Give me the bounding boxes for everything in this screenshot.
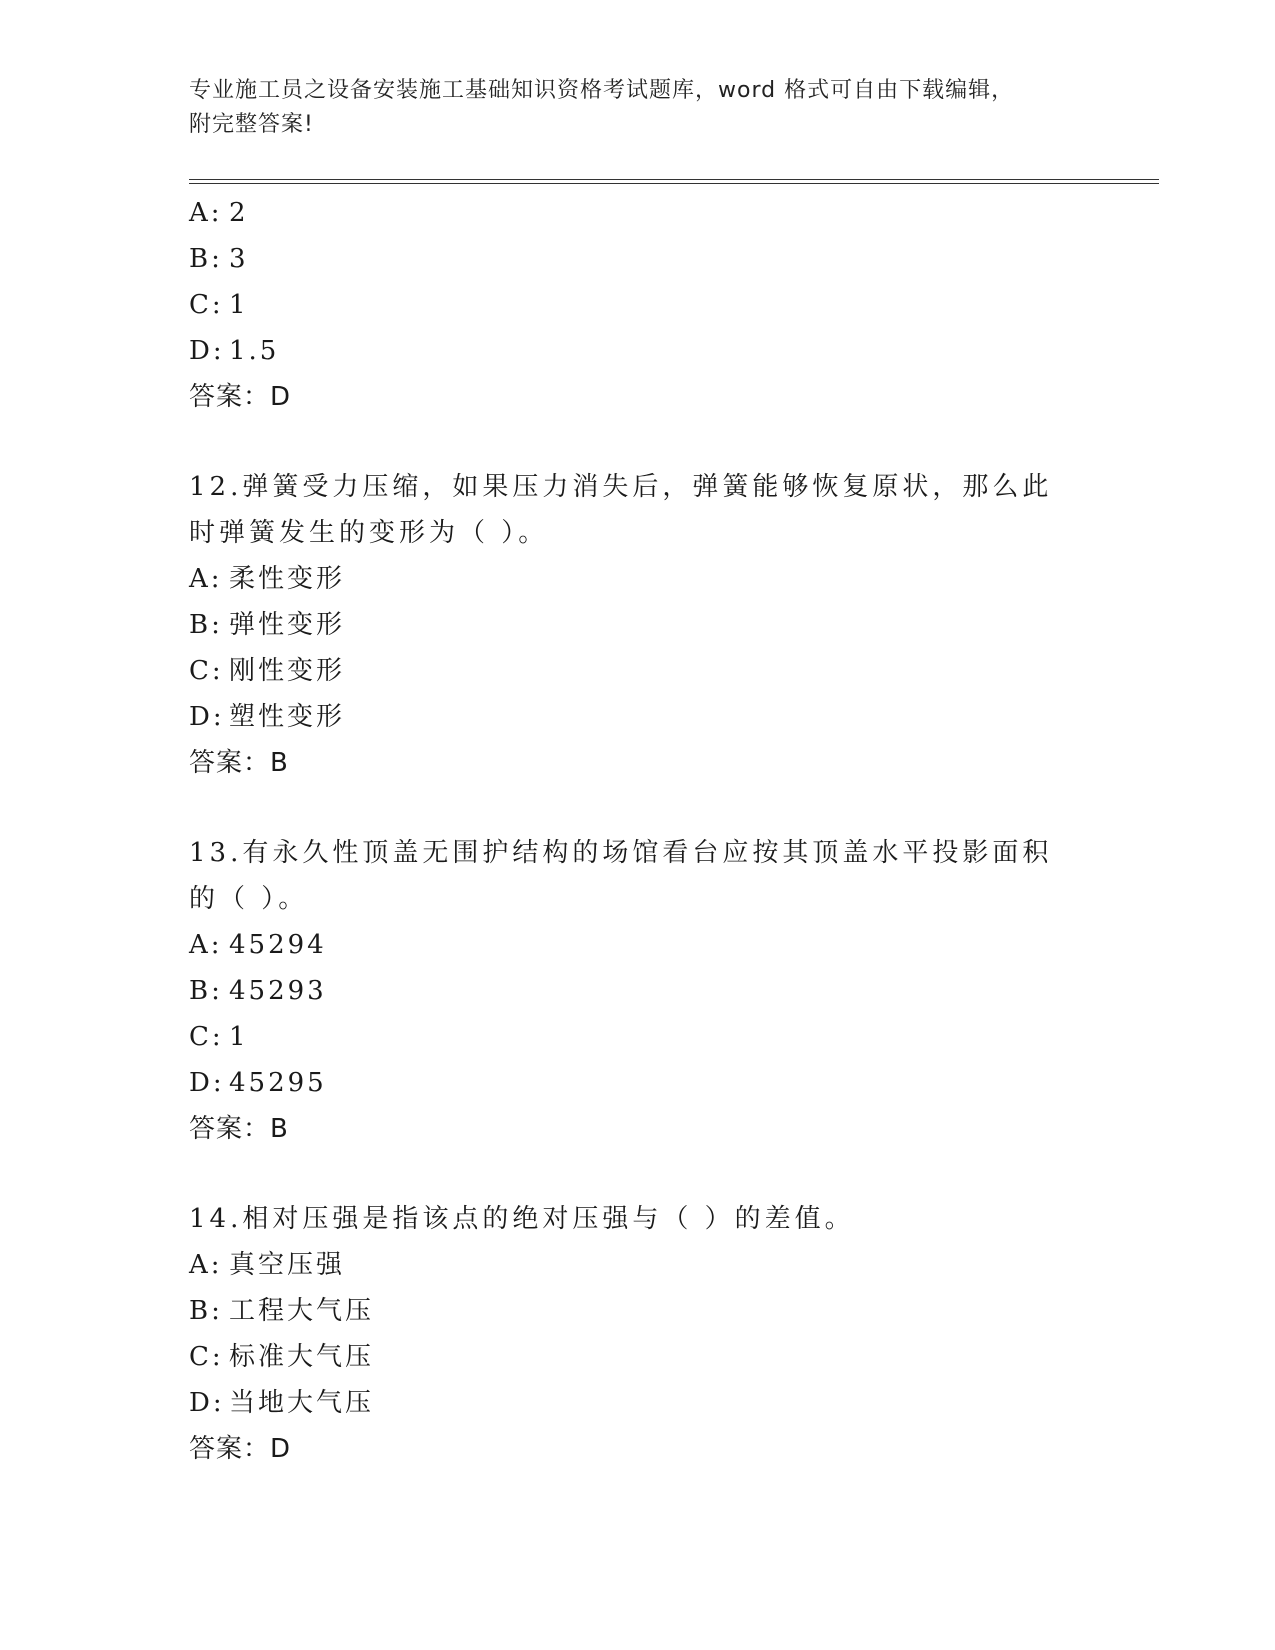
header-title-line1: 专业施工员之设备安装施工基础知识资格考试题库，word 格式可自由下载编辑， <box>189 78 1015 103</box>
question-11-tail <box>189 190 1089 420</box>
answer-text: 答案：B <box>189 748 289 778</box>
option-c: C: 1 <box>189 290 249 320</box>
option-d: D: 1.5 <box>189 336 280 366</box>
option-a: A: 2 <box>189 198 249 228</box>
option-a: A: 真空压强 <box>189 1250 346 1280</box>
option-b: B: 3 <box>189 244 249 274</box>
option-b: B: 工程大气压 <box>189 1296 375 1326</box>
question-14 <box>189 1196 1089 1472</box>
option-c: C: 标准大气压 <box>189 1342 375 1372</box>
answer-text: 答案：B <box>189 1114 289 1144</box>
answer-text: 答案：D <box>189 1434 292 1464</box>
question-13 <box>189 830 1089 1152</box>
option-d: D: 当地大气压 <box>189 1388 375 1418</box>
question-text: 12.弹簧受力压缩，如果压力消失后，弹簧能够恢复原状，那么此时弹簧发生的变形为（ ）。 <box>189 472 1053 548</box>
question-12 <box>189 464 1089 786</box>
header-divider-bottom <box>189 183 1159 184</box>
header-divider-top <box>189 179 1159 180</box>
question-text: 14.相对压强是指该点的绝对压强与（ ）的差值。 <box>189 1204 855 1234</box>
header-title-line2: 附完整答案! <box>189 112 314 137</box>
option-b: B: 弹性变形 <box>189 610 346 640</box>
option-c: C: 刚性变形 <box>189 656 346 686</box>
option-c: C: 1 <box>189 1022 249 1052</box>
option-d: D: 45295 <box>189 1068 327 1098</box>
answer-text: 答案：D <box>189 382 292 412</box>
option-a: A: 柔性变形 <box>189 564 346 594</box>
question-text: 13.有永久性顶盖无围护结构的场馆看台应按其顶盖水平投影面积的（ ）。 <box>189 838 1053 914</box>
option-b: B: 45293 <box>189 976 327 1006</box>
option-a: A: 45294 <box>189 930 327 960</box>
question-list <box>189 190 1089 1472</box>
option-d: D: 塑性变形 <box>189 702 346 732</box>
document-header <box>189 74 1079 142</box>
